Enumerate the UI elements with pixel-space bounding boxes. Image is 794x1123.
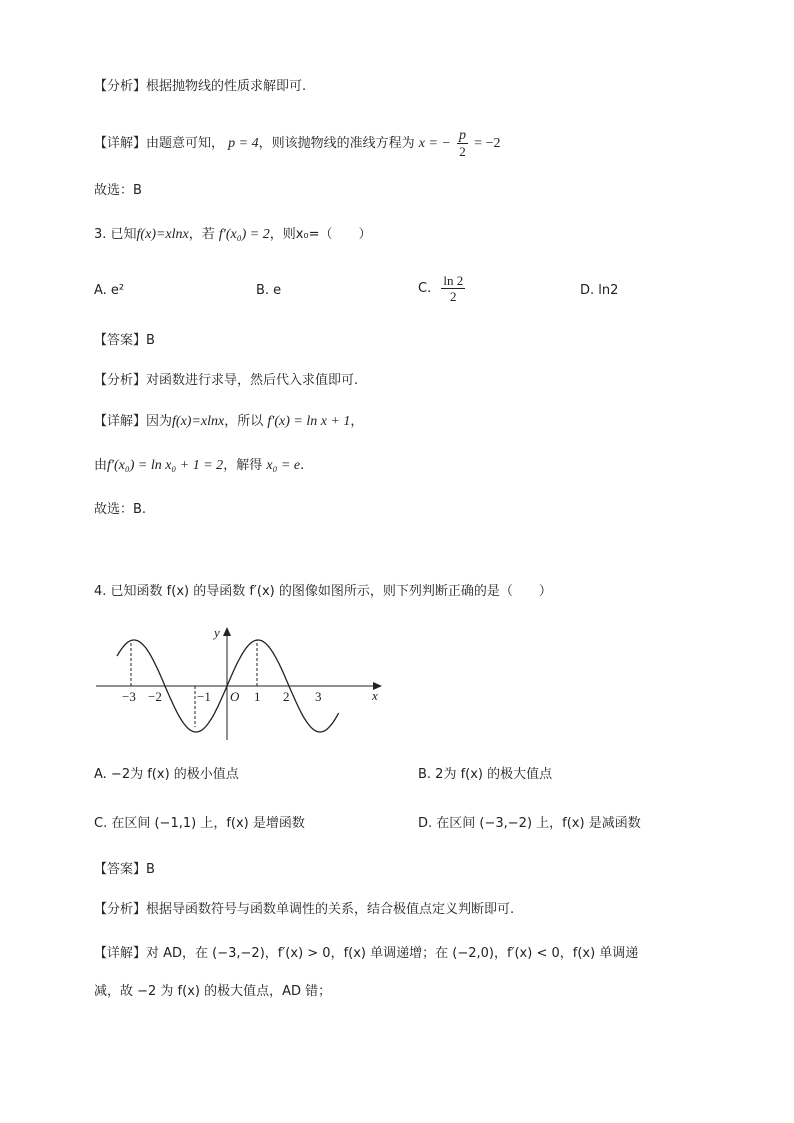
q3-option-d: D. ln2: [580, 283, 619, 298]
tick-2: 2: [283, 689, 290, 704]
q2-detail: [94, 128, 500, 159]
q4-answer: 【答案】B: [94, 862, 155, 877]
tick-neg3: −3: [122, 689, 136, 704]
q3-option-b: B. e: [256, 283, 282, 298]
detail-text-a: 由题意可知，: [146, 136, 225, 151]
q4-detail-2: 减，故 −2 为 f(x) 的极大值点，AD 错；: [94, 984, 332, 999]
detail-math-x: x = −: [418, 136, 451, 151]
tick-3: 3: [315, 689, 322, 704]
q3-option-a: A. e²: [94, 283, 125, 298]
q2-analysis: [94, 77, 306, 97]
detail-tag: 【详解】: [94, 136, 147, 151]
analysis-tag: 【分析】: [94, 79, 147, 94]
q4-option-a: A. −2为 f(x) 的极小值点: [94, 767, 239, 782]
q4-stem: 4. 已知函数 f(x) 的导函数 f′(x) 的图像如图所示，则下列判断正确的是（ ）: [94, 584, 552, 599]
q3-stem: 3. 已知f(x)=xlnx，若 f′(x₀) = 2，则x₀=（ ）: [94, 227, 372, 242]
q4-option-c: C. 在区间 (−1,1) 上，f(x) 是增函数: [94, 816, 305, 831]
origin-label: O: [230, 689, 240, 704]
q3-answer: 【答案】B: [94, 333, 155, 348]
q3-detail-2: 由f′(x₀) = ln x₀ + 1 = 2，解得 x₀ = e.: [94, 458, 305, 473]
analysis-text: 根据抛物线的性质求解即可.: [146, 79, 307, 94]
y-axis-arrow: [223, 627, 231, 636]
x-axis-label: x: [372, 688, 378, 703]
q3-choose: 故选：B.: [94, 502, 147, 517]
tick-neg2: −2: [148, 689, 162, 704]
tick-1: 1: [254, 689, 261, 704]
q3-analysis: 【分析】对函数进行求导，然后代入求值即可.: [94, 373, 359, 388]
q3-fx: f(x)=xlnx: [136, 227, 189, 242]
detail-text-b: ，则该抛物线的准线方程为: [258, 136, 415, 151]
q4-analysis: 【分析】根据导函数符号与函数单调性的关系，结合极值点定义判断即可.: [94, 902, 515, 917]
q4-option-d: D. 在区间 (−3,−2) 上，f(x) 是减函数: [418, 816, 641, 831]
tick-neg1: −1: [197, 689, 211, 704]
y-axis-label: y: [214, 625, 220, 640]
detail-math-p: p = 4: [228, 136, 259, 151]
q3-derivative: f′(x) = ln x + 1: [267, 414, 351, 429]
detail-fraction: $\frac{p}{2}$: [459, 128, 467, 159]
q3-x0: x₀=（ ）: [295, 227, 372, 242]
q3-option-c-fraction: $\frac{\ln 2}{2}$: [443, 273, 464, 304]
q4-option-b: B. 2为 f(x) 的极大值点: [418, 767, 553, 782]
q3-detail-1: 【详解】因为f(x)=xlnx，所以 f′(x) = ln x + 1，: [94, 414, 364, 429]
detail-math-tail: = −2: [474, 136, 501, 151]
q3-condition: f′(x₀) = 2: [218, 227, 270, 242]
q4-detail-1: 【详解】对 AD，在 (−3,−2)，f′(x) > 0，f(x) 单调递增；在 (−2,0)，f′(x) < 0，f(x) 单调递: [94, 946, 639, 961]
q2-choose: 故选：B: [94, 183, 142, 198]
q3-option-c: C. $\frac{\ln 2}{2}$: [418, 273, 464, 304]
derivative-graph: [94, 620, 394, 745]
